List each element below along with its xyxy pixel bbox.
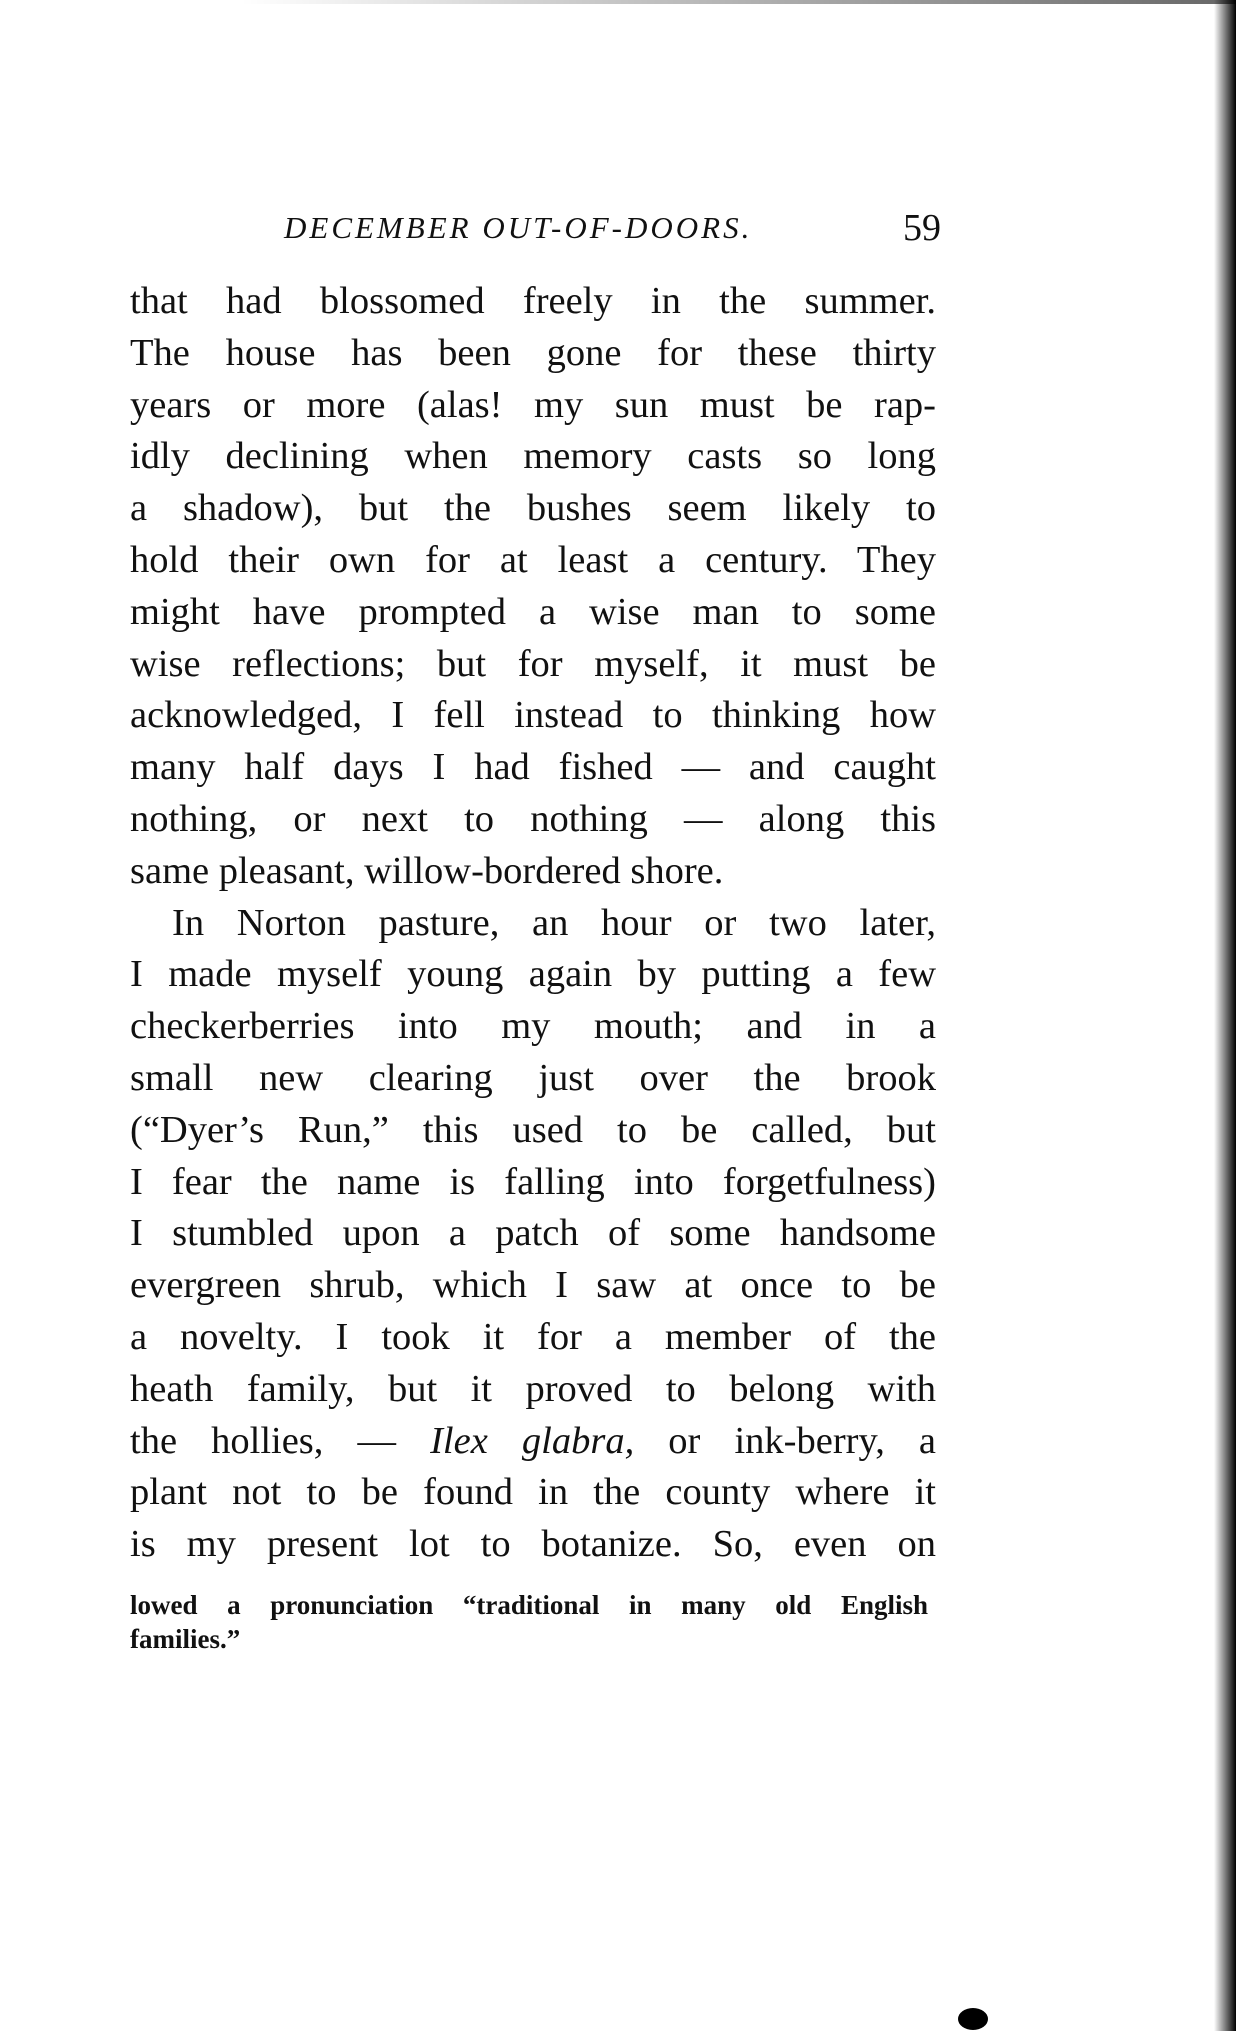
text-line: evergreen shrub, which I saw at once to be — [130, 1264, 936, 1307]
text-line: a novelty. I took it for a member of the — [130, 1315, 936, 1358]
text-line: acknowledged, I fell instead to thinking how — [130, 694, 936, 737]
body-text — [130, 276, 936, 1571]
line-part: or ink-berry, a — [668, 1419, 937, 1462]
text-line: I made myself young again by putting a few — [130, 953, 936, 996]
text-line: I stumbled upon a patch of some handsome — [130, 1212, 936, 1255]
scan-right-edge — [1214, 0, 1236, 2031]
text-line-with-italic — [130, 1416, 936, 1468]
italic-species-name: Ilex glabra, — [430, 1419, 635, 1462]
text-line: wise reflections; but for myself, it must be — [130, 642, 936, 685]
text-line: The house has been gone for these thirty — [130, 331, 936, 374]
page-header — [130, 206, 945, 254]
text-line: I fear the name is falling into forgetfulness) — [130, 1160, 936, 1203]
footnote-line: families.” — [130, 1624, 241, 1654]
paragraph-end-line: same pleasant, willow-bordered shore. — [130, 849, 724, 892]
text-line: checkerberries into my mouth; and in a — [130, 1005, 936, 1048]
footnote — [130, 1588, 928, 1656]
text-line: (“Dyer’s Run,” this used to be called, but — [130, 1108, 936, 1151]
text-line: idly declining when memory casts so long — [130, 435, 936, 478]
text-line: nothing, or next to nothing — along this — [130, 797, 936, 840]
text-line: is my present lot to botanize. So, even on — [130, 1523, 936, 1566]
footnote-line: lowed a pronunciation “traditional in many old English — [130, 1590, 928, 1620]
text-line: many half days I had fished — and caught — [130, 746, 936, 789]
text-line: that had blossomed freely in the summer. — [130, 280, 936, 322]
scan-top-edge — [240, 0, 1236, 4]
text-line: plant not to be found in the county where it — [130, 1471, 936, 1514]
text-line: heath family, but it proved to belong with — [130, 1367, 936, 1410]
text-line: years or more (alas! my sun must be rap- — [130, 383, 936, 426]
line-part: the hollies, — — [130, 1419, 397, 1462]
text-line: a shadow), but the bushes seem likely to — [130, 487, 936, 530]
text-line: small new clearing just over the brook — [130, 1056, 936, 1099]
paragraph-start-line: In Norton pasture, an hour or two later, — [172, 901, 936, 944]
page-number: 59 — [903, 207, 941, 249]
running-head: DECEMBER OUT-OF-DOORS. — [284, 210, 753, 245]
text-line: hold their own for at least a century. They — [130, 538, 936, 581]
text-line: might have prompted a wise man to some — [130, 590, 936, 633]
ink-blot — [958, 2008, 988, 2030]
